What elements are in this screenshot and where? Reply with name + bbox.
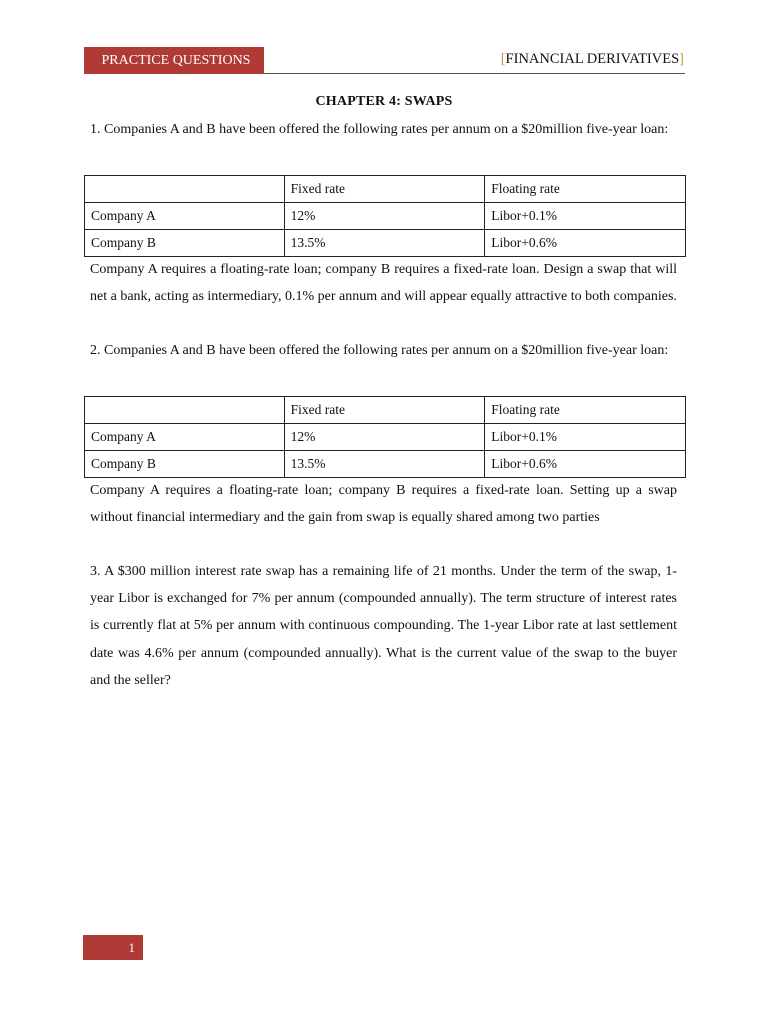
question-3-text: 3. A $300 million interest rate swap has a remaining life of 21 months. Under the term of the swap, 1-year Libor is exchanged for 7% per annum (compounded annually). The term structure of interest rates is currently flat at 5% per annum with continuous compounding. The 1-year Libor rate at last settlement date was 4.6% per annum (compounded annually). What is the current value of the swap to the buyer and the seller? (90, 564, 677, 688)
header-document-title-text: FINANCIAL DERIVATIVES (505, 51, 680, 67)
table-header-cell (85, 176, 285, 203)
table-cell: 12% (284, 203, 485, 230)
table-header-cell: Floating rate (485, 176, 686, 203)
table-cell: Libor+0.6% (485, 451, 686, 478)
header-section-label: PRACTICE QUESTIONS (84, 47, 264, 74)
question-1-task: Company A requires a floating-rate loan; company B requires a fixed-rate loan. Design a swap that will net a bank, acting as intermediary, 0.1% per annum and will appear equally attractive to both companies. (90, 262, 677, 305)
table-cell: Libor+0.6% (485, 230, 686, 257)
table-cell: 13.5% (284, 230, 485, 257)
table-cell: Company B (85, 230, 285, 257)
header-bracket-close: ] (679, 51, 684, 67)
table-cell: Libor+0.1% (485, 424, 686, 451)
table-header-cell: Fixed rate (284, 397, 485, 424)
table-cell: Company A (85, 203, 285, 230)
question-1-rates-table (84, 175, 686, 257)
table-cell: 12% (284, 424, 485, 451)
header-document-title (501, 51, 684, 68)
table-row (85, 451, 686, 478)
question-1-intro: 1. Companies A and B have been offered the following rates per annum on a $20million five-year loan: (90, 122, 669, 137)
header-bracket-open: [ (500, 51, 506, 67)
table-row (85, 424, 686, 451)
table-header-cell: Fixed rate (284, 176, 485, 203)
table-header-row (85, 176, 686, 203)
table-header-cell (85, 397, 285, 424)
table-cell: 13.5% (284, 451, 485, 478)
table-cell: Libor+0.1% (485, 203, 686, 230)
table-header-row (85, 397, 686, 424)
question-2-intro: 2. Companies A and B have been offered the following rates per annum on a $20million five-year loan: (90, 343, 669, 358)
chapter-title: CHAPTER 4: SWAPS (315, 94, 453, 109)
table-row (85, 203, 686, 230)
table-cell: Company B (85, 451, 285, 478)
table-header-cell: Floating rate (485, 397, 686, 424)
page-number: 1 (83, 935, 143, 960)
table-row (85, 230, 686, 257)
question-2-task: Company A requires a floating-rate loan; company B requires a fixed-rate loan. Setting up a swap without financial intermediary and the gain from swap is equally shared among two parties (90, 483, 677, 526)
question-2-rates-table (84, 396, 686, 478)
table-cell: Company A (85, 424, 285, 451)
